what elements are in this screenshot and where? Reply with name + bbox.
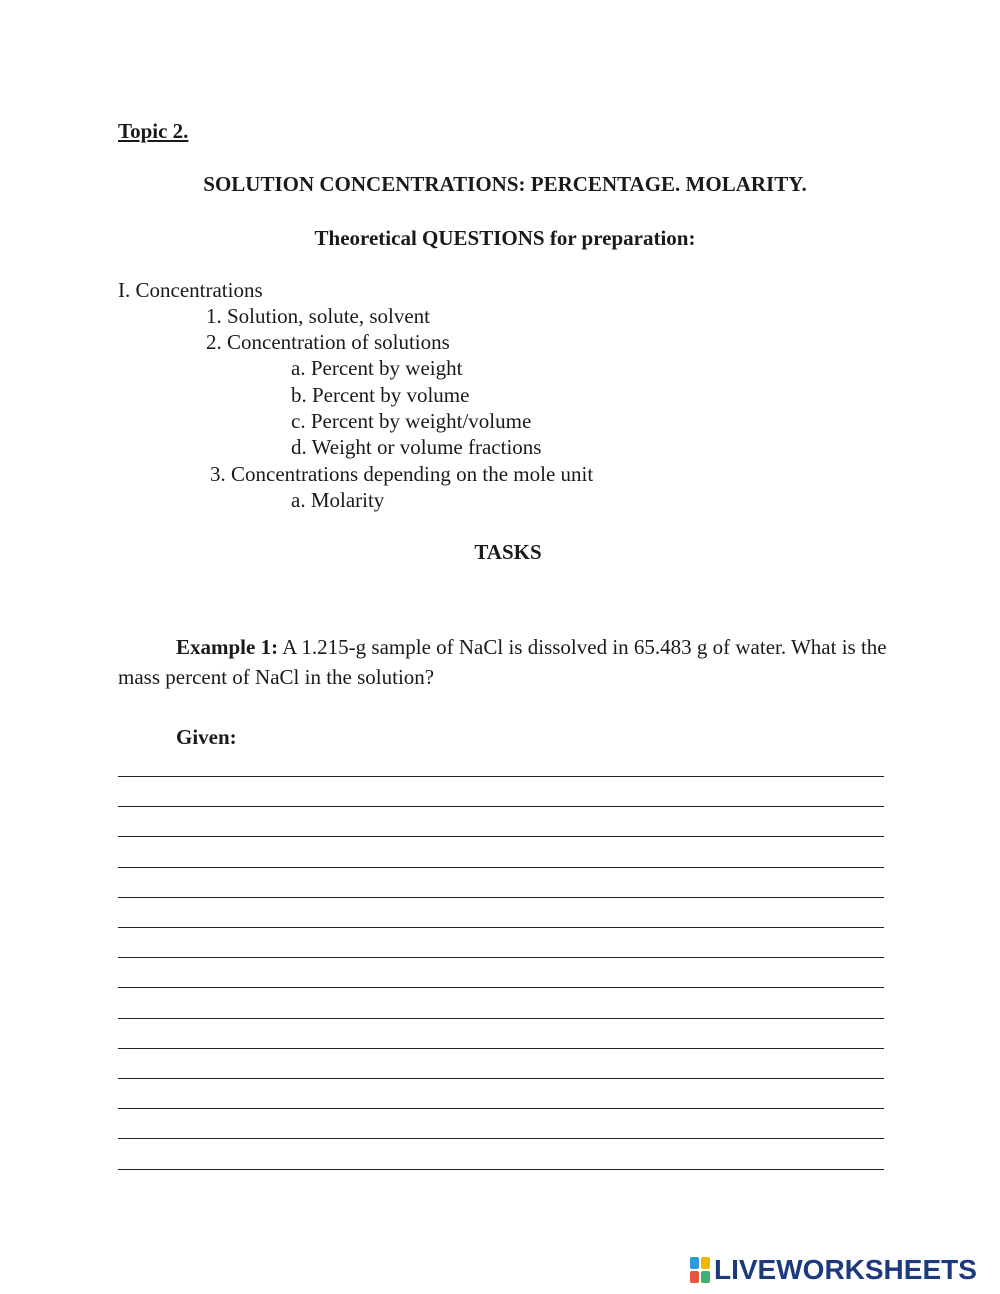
liveworksheets-logo (690, 1255, 977, 1285)
outline-item-2d: d. Weight or volume fractions (291, 435, 542, 459)
example-label: Example 1: (176, 635, 279, 659)
answer-line[interactable] (118, 1018, 884, 1019)
page-title: SOLUTION CONCENTRATIONS: PERCENTAGE. MOLARITY. (203, 172, 807, 196)
answer-line[interactable] (118, 1138, 884, 1139)
answer-line[interactable] (118, 836, 884, 837)
given-label: Given: (176, 725, 237, 749)
answer-line[interactable] (118, 776, 884, 777)
answer-line[interactable] (118, 1169, 884, 1170)
tasks-heading: TASKS (474, 540, 542, 564)
answer-line[interactable] (118, 927, 884, 928)
answer-line[interactable] (118, 1048, 884, 1049)
outline-item-2b: b. Percent by volume (291, 383, 470, 407)
outline-item-1: 1. Solution, solute, solvent (206, 304, 431, 328)
answer-line[interactable] (118, 1108, 884, 1109)
example-1 (118, 632, 908, 692)
answer-line[interactable] (118, 806, 884, 807)
answer-line[interactable] (118, 957, 884, 958)
outline-item-2c: c. Percent by weight/volume (291, 409, 532, 433)
outline-item-2a: a. Percent by weight (291, 356, 463, 380)
logo-text: LIVEWORKSHEETS (714, 1254, 977, 1285)
outline-item-3a: a. Molarity (291, 488, 385, 512)
answer-line[interactable] (118, 897, 884, 898)
page-subtitle: Theoretical QUESTIONS for preparation: (314, 226, 696, 250)
outline-section-heading: I. Concentrations (118, 278, 263, 302)
topic-label: Topic 2. (118, 119, 189, 143)
example-text: A 1.215-g sample of NaCl is dissolved in 65.483 g of water. What is the mass percent of NaCl in the solution? (118, 635, 887, 689)
liveworksheets-logo-icon (690, 1257, 710, 1283)
outline-item-2: 2. Concentration of solutions (206, 330, 450, 354)
answer-line[interactable] (118, 987, 884, 988)
answer-line[interactable] (118, 1078, 884, 1079)
outline-item-3: 3. Concentrations depending on the mole unit (210, 462, 594, 486)
answer-line[interactable] (118, 867, 884, 868)
